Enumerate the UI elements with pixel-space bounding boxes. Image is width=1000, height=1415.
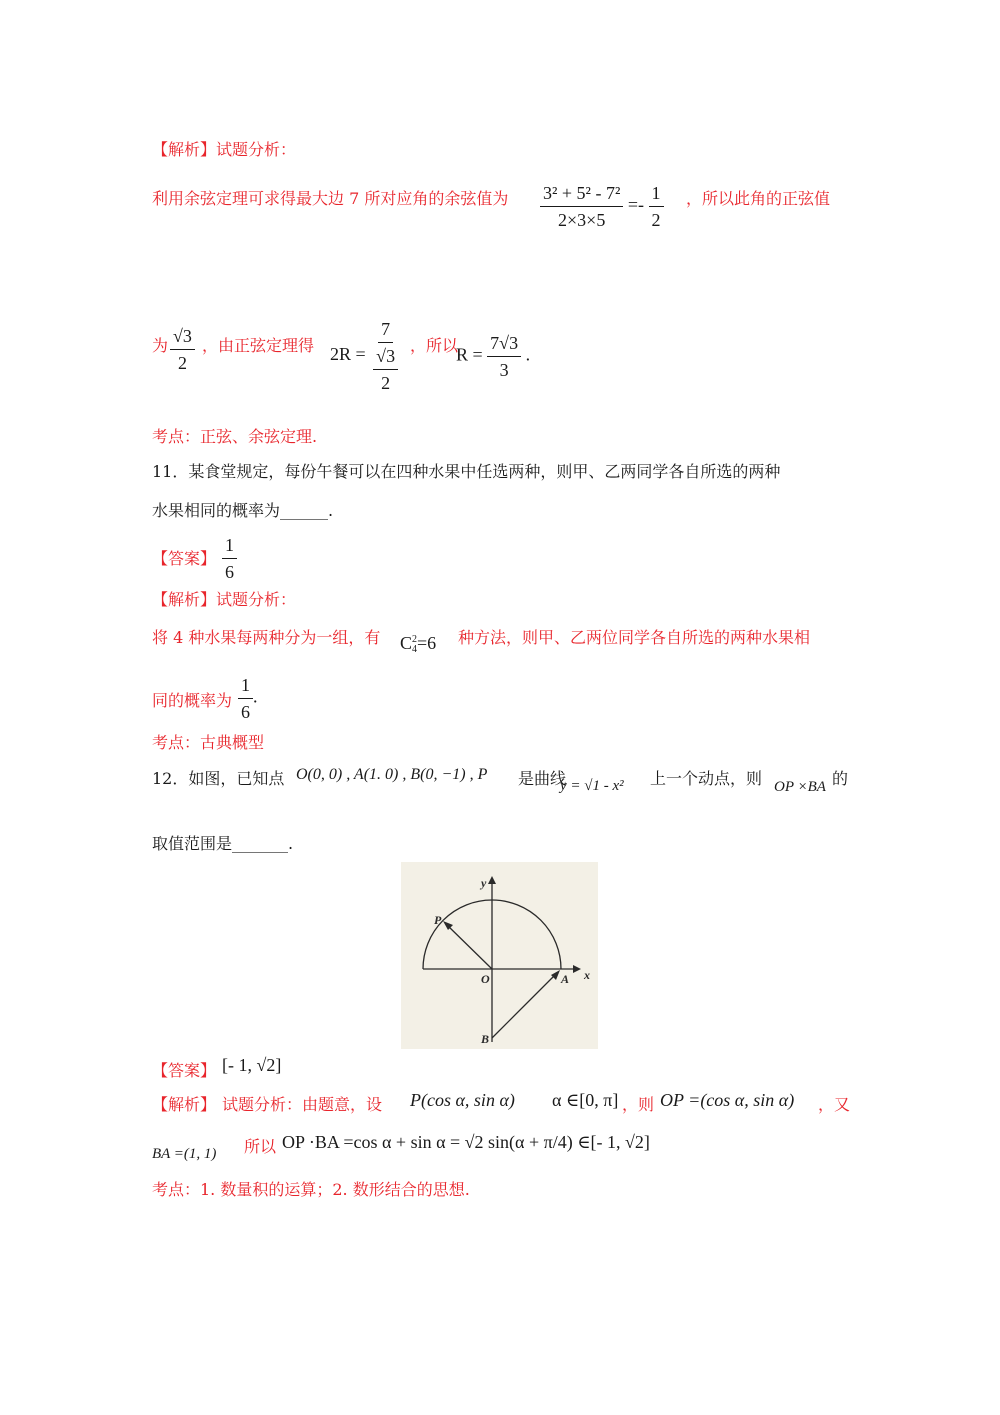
q12-curve: y = √1 - x²	[560, 778, 624, 794]
q12-sol-so: 所以	[244, 1137, 277, 1156]
q11-line2: 水果相同的概率为______.	[152, 501, 334, 520]
label-B: B	[481, 1032, 490, 1046]
label-P: P	[434, 913, 442, 927]
q12-figure	[401, 862, 598, 1049]
p10-line2-so: ，所以	[410, 336, 459, 355]
vector-op	[446, 924, 492, 969]
q11-kaodian: 考点：古典概型	[152, 733, 265, 752]
q12-sol-OP: OP =(cos α, sin α)	[660, 1090, 795, 1110]
p10-line2-wei: 为	[152, 336, 169, 355]
p10-2R-expr: 2R = $\frac{7}{\frac{√3}{2}}$	[330, 318, 401, 394]
p10-kaodian: 考点：正弦、余弦定理.	[152, 427, 318, 446]
q12-line2: 取值范围是_______.	[152, 834, 294, 853]
q11-comb: C 2 4 =6	[400, 633, 437, 655]
label-A: A	[561, 972, 570, 986]
p10-line1-tail: ，所以此角的正弦值	[686, 189, 831, 208]
q12-kaodian: 考点：1. 数量积的运算；2. 数形结合的思想.	[152, 1180, 470, 1199]
q12-sol-alpha: α ∈[0, π]	[552, 1090, 619, 1110]
p10-line1-text: 利用余弦定理可求得最大边 7 所对应角的余弦值为	[152, 189, 509, 208]
q12-sol-then: ，则	[622, 1095, 655, 1114]
analysis-label-11: 【解析】试题分析：	[152, 590, 297, 609]
analysis-label: 【解析】试题分析：	[152, 140, 297, 159]
answer-label-11: 【答案】	[152, 549, 217, 568]
p10-line2-mid: ，由正弦定理得	[202, 336, 315, 355]
p10-cos-fraction: $\frac{\text{3² + 5² - 7²}}{2\times 3\times 5}$ =- $\frac{1}{2}$	[540, 182, 664, 231]
p10-sin-value: $\frac{√3}{2}$	[170, 325, 195, 374]
q11-sol-line1b: 种方法，则甲、乙两位同学各自所选的两种水果相	[458, 628, 811, 647]
q12-line1c: 上一个动点，则	[650, 769, 763, 788]
q12-points: O(0, 0) , A(1. 0) , B(0, −1) , P	[296, 766, 488, 783]
q11-sol-line2: 同的概率为	[152, 691, 233, 710]
q12-line1b: 是曲线	[518, 769, 567, 788]
p10-R-expr: R = $\frac{7√3}{3}$ .	[456, 333, 531, 380]
analysis-label-12: 【解析】	[152, 1095, 217, 1114]
q12-figure-svg	[401, 862, 598, 1049]
label-x: x	[584, 968, 590, 982]
q11-sol-frac: $\frac{1}{6}$ .	[238, 674, 258, 723]
vector-ba	[492, 973, 557, 1038]
q12-line1d: 的	[832, 769, 849, 788]
label-y: y	[481, 876, 487, 890]
q12-sol-line1a: 试题分析：由题意，设	[222, 1095, 383, 1114]
y-axis-arrow	[488, 876, 496, 884]
answer-label-12: 【答案】	[152, 1061, 217, 1080]
q12-sol-expr: OP ·BA =cos α + sin α = √2 sin(α + π/4) ∈[- 1, √2]	[282, 1132, 650, 1152]
q12-sol-BA: BA =(1, 1)	[152, 1146, 217, 1162]
q12-line1a: 12．如图，已知点	[152, 769, 285, 788]
q12-sol-again: ，又	[818, 1095, 851, 1114]
x-axis-arrow	[573, 965, 581, 973]
q11-line1: 11．某食堂规定，每份午餐可以在四种水果中任选两种，则甲、乙两同学各自所选的两种	[152, 462, 781, 481]
label-O: O	[481, 972, 490, 986]
q11-sol-line1a: 将 4 种水果每两种分为一组，有	[152, 628, 381, 647]
q12-answer: [- 1, √2]	[222, 1055, 282, 1075]
q11-answer: $\frac{1}{6}$	[222, 534, 237, 583]
q12-vec: OP ×BA	[774, 779, 826, 795]
q12-sol-P: P(cos α, sin α)	[410, 1090, 515, 1110]
